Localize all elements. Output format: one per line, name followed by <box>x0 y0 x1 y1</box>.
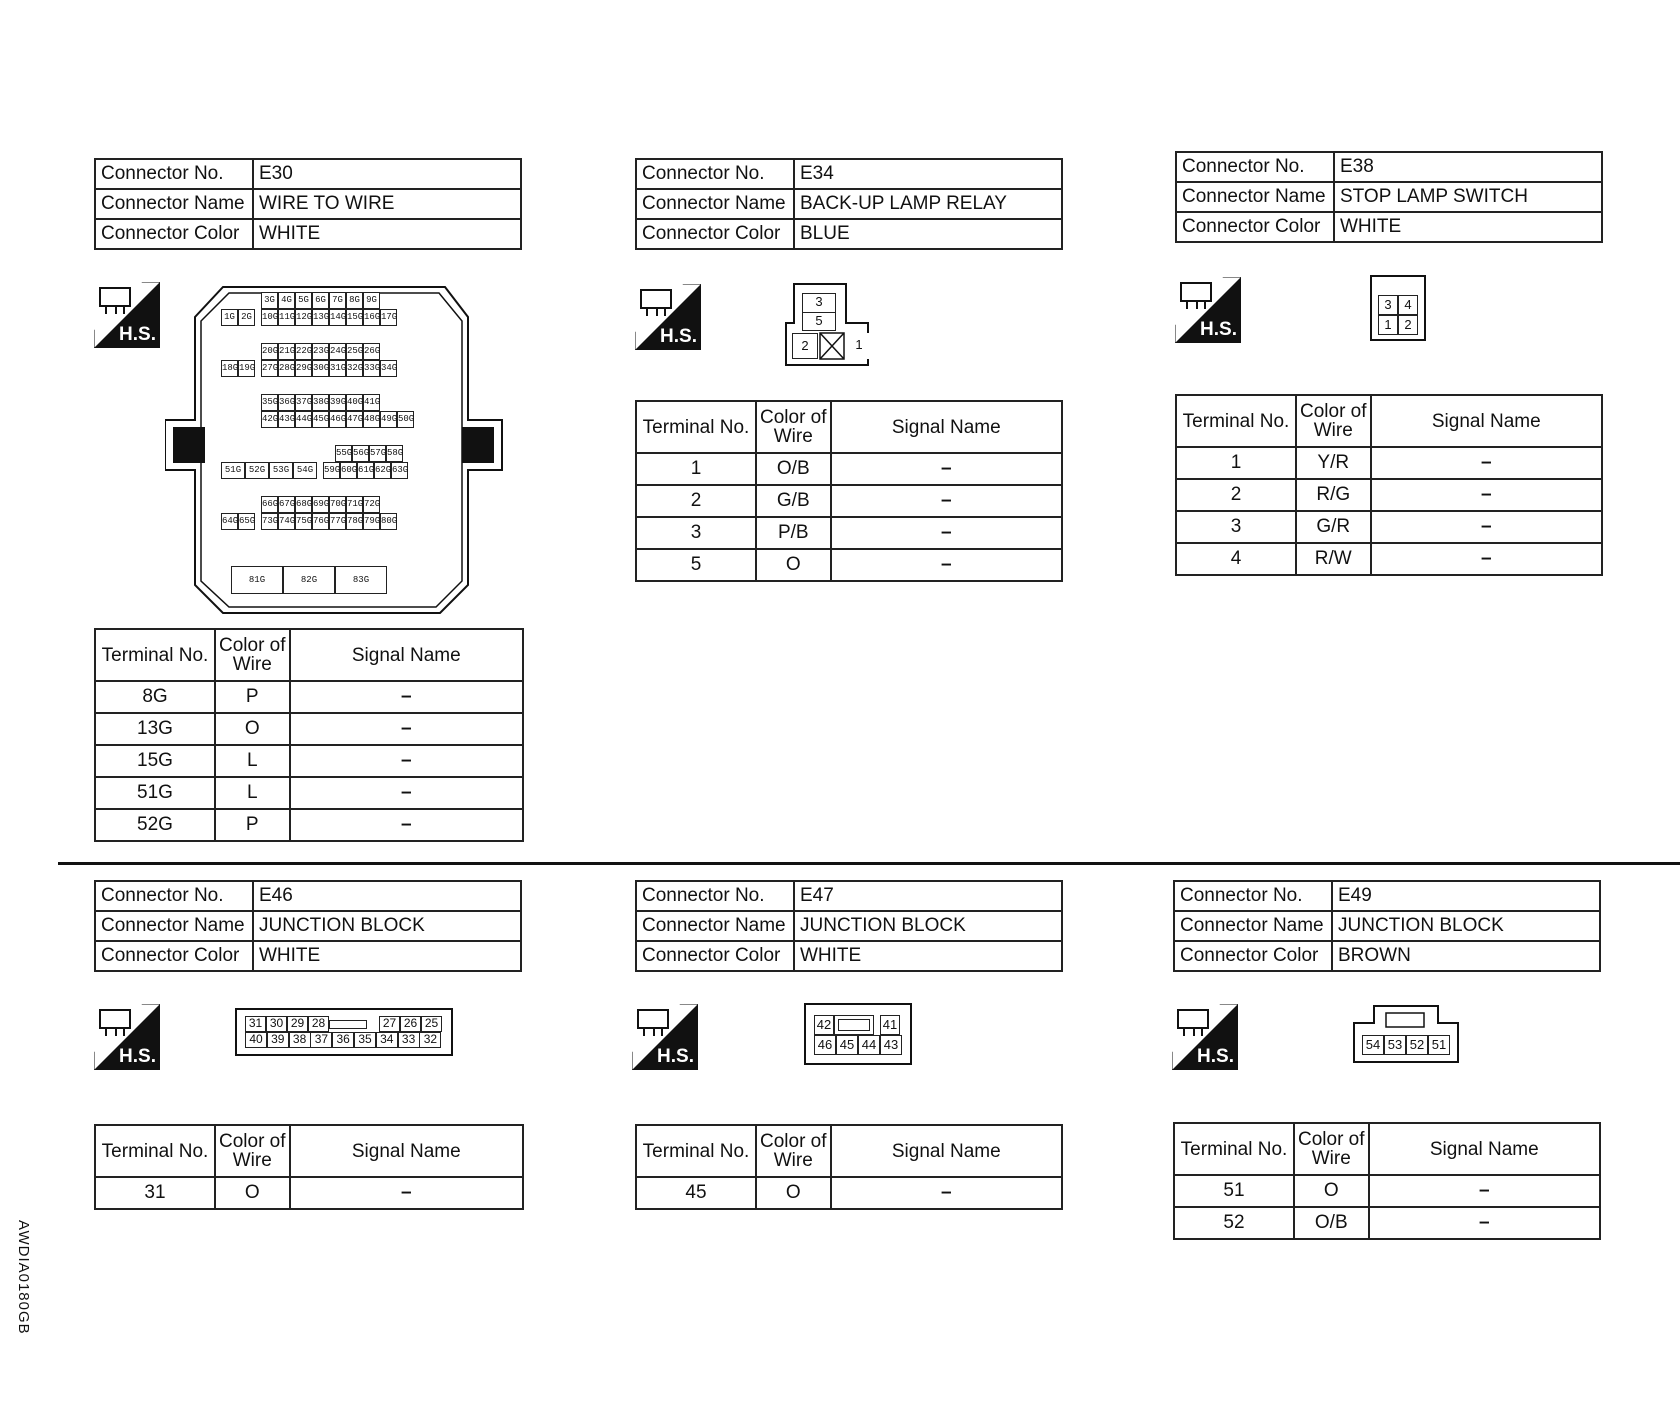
pin-4G: 4G <box>278 292 295 309</box>
wire-color-cell: G/B <box>756 485 831 517</box>
terminal-no-cell: 8G <box>95 681 215 713</box>
connector-name-value: STOP LAMP SWITCH <box>1334 182 1602 212</box>
connector-color-label: Connector Color <box>95 219 253 249</box>
connector-no-label: Connector No. <box>1176 152 1334 182</box>
pin-51G: 51G <box>221 462 245 479</box>
connector-no-label: Connector No. <box>95 159 253 189</box>
section-divider <box>58 862 1680 865</box>
diagram-code: AWDIA0180GB <box>15 1220 32 1335</box>
pin-35G: 35G <box>261 394 278 411</box>
signal-name-cell: – <box>831 1177 1062 1209</box>
table-row <box>1176 511 1602 543</box>
pin-42: 42 <box>814 1015 834 1035</box>
hs-label: H.S. <box>1200 319 1237 340</box>
wire-color-cell: O <box>1294 1175 1369 1207</box>
pin-4: 4 <box>1398 295 1418 315</box>
terminal-no-header: Terminal No. <box>636 1125 756 1177</box>
connector-name-value: JUNCTION BLOCK <box>1332 911 1600 941</box>
pin-65G: 65G <box>238 513 255 530</box>
info-table-e34 <box>635 158 1063 250</box>
connector-color-value: WHITE <box>1334 212 1602 242</box>
color-of-wire-header-line2: Wire <box>1313 420 1353 441</box>
connector-color-label: Connector Color <box>95 941 253 971</box>
pin-30: 30 <box>266 1016 287 1032</box>
terminal-no-cell: 1 <box>636 453 756 485</box>
color-of-wire-header-line1: Color of <box>760 407 827 428</box>
color-of-wire-header-line2: Wire <box>773 426 813 447</box>
pin-46: 46 <box>814 1035 836 1055</box>
pin-43: 43 <box>880 1035 902 1055</box>
pin-72G: 72G <box>363 496 380 513</box>
pin-76G: 76G <box>312 513 329 530</box>
connector-no-value: E46 <box>253 881 521 911</box>
color-of-wire-header-line1: Color of <box>219 1131 286 1152</box>
harness-side-icon <box>1172 1004 1238 1070</box>
pin-1: 1 <box>846 333 872 359</box>
color-of-wire-header-line2: Wire <box>773 1150 813 1171</box>
pin-13G: 13G <box>312 309 329 326</box>
table-row <box>95 681 523 713</box>
pin-42G: 42G <box>261 411 278 428</box>
pin-38G: 38G <box>312 394 329 411</box>
pin-2G: 2G <box>238 309 255 326</box>
wire-color-cell: P/B <box>756 517 831 549</box>
pin-31G: 31G <box>329 360 346 377</box>
connector-name-label: Connector Name <box>95 911 253 941</box>
color-of-wire-header-line2: Wire <box>1311 1148 1351 1169</box>
terminal-no-cell: 2 <box>636 485 756 517</box>
table-row <box>95 777 523 809</box>
color-of-wire-header-line1: Color of <box>1298 1129 1365 1150</box>
terminal-table-e49 <box>1173 1122 1601 1240</box>
pin-77G: 77G <box>329 513 346 530</box>
signal-name-cell: – <box>290 713 523 745</box>
signal-name-cell: – <box>290 1177 523 1209</box>
pin-28: 28 <box>308 1016 329 1032</box>
pin-39G: 39G <box>329 394 346 411</box>
info-table-e49 <box>1173 880 1601 972</box>
connector-color-label: Connector Color <box>1176 212 1334 242</box>
pin-49G: 49G <box>380 411 397 428</box>
table-row <box>636 453 1062 485</box>
pin-32: 32 <box>419 1032 441 1048</box>
pin-10G: 10G <box>261 309 278 326</box>
pin-29G: 29G <box>295 360 312 377</box>
harness-side-icon <box>1175 277 1241 343</box>
connector-name-label: Connector Name <box>95 189 253 219</box>
terminal-no-cell: 5 <box>636 549 756 581</box>
connector-no-value: E49 <box>1332 881 1600 911</box>
pin-50G: 50G <box>397 411 414 428</box>
connector-color-value: WHITE <box>253 941 521 971</box>
pin-17G: 17G <box>380 309 397 326</box>
pin-44G: 44G <box>295 411 312 428</box>
pin-78G: 78G <box>346 513 363 530</box>
wire-color-cell: O/B <box>1294 1207 1369 1239</box>
wire-color-cell: L <box>215 745 290 777</box>
pin-27: 27 <box>379 1016 400 1032</box>
pin-45: 45 <box>836 1035 858 1055</box>
table-row <box>95 713 523 745</box>
wire-color-cell: R/G <box>1296 479 1371 511</box>
table-row <box>1176 479 1602 511</box>
color-of-wire-header <box>215 1125 290 1177</box>
connector-e46-face <box>235 1008 453 1056</box>
connector-e47-face <box>804 1003 912 1065</box>
color-of-wire-header <box>756 401 831 453</box>
info-table-e47 <box>635 880 1063 972</box>
connector-name-value: WIRE TO WIRE <box>253 189 521 219</box>
wire-color-cell: O <box>756 1177 831 1209</box>
pin-25: 25 <box>421 1016 442 1032</box>
signal-name-cell: – <box>290 681 523 713</box>
pin-55G: 55G <box>335 445 352 462</box>
table-row <box>1176 543 1602 575</box>
harness-side-icon <box>632 1004 698 1070</box>
terminal-table-e38 <box>1175 394 1603 576</box>
color-of-wire-header <box>215 629 290 681</box>
connector-e38-face <box>1370 275 1426 341</box>
table-row <box>636 549 1062 581</box>
signal-name-header: Signal Name <box>290 629 523 681</box>
pin-33: 33 <box>398 1032 420 1048</box>
terminal-no-cell: 52 <box>1174 1207 1294 1239</box>
signal-name-header: Signal Name <box>831 401 1062 453</box>
connector-name-value: JUNCTION BLOCK <box>253 911 521 941</box>
connector-name-label: Connector Name <box>636 189 794 219</box>
wire-color-cell: P <box>215 681 290 713</box>
connector-no-value: E38 <box>1334 152 1602 182</box>
pin-61G: 61G <box>357 462 374 479</box>
wire-color-cell: G/R <box>1296 511 1371 543</box>
pin-52G: 52G <box>245 462 269 479</box>
pin-21G: 21G <box>278 343 295 360</box>
pin-59G: 59G <box>323 462 340 479</box>
signal-name-cell: – <box>290 777 523 809</box>
pin-63G: 63G <box>391 462 408 479</box>
pin-33G: 33G <box>363 360 380 377</box>
pin-46G: 46G <box>329 411 346 428</box>
pin-1: 1 <box>1378 315 1398 335</box>
pin-70G: 70G <box>329 496 346 513</box>
terminal-no-cell: 51 <box>1174 1175 1294 1207</box>
harness-side-icon <box>635 284 701 350</box>
terminal-no-cell: 31 <box>95 1177 215 1209</box>
pin-75G: 75G <box>295 513 312 530</box>
info-table-e30 <box>94 158 522 250</box>
pin-40: 40 <box>245 1032 267 1048</box>
signal-name-cell: – <box>1369 1175 1600 1207</box>
pin-27G: 27G <box>261 360 278 377</box>
wire-color-cell: O <box>215 713 290 745</box>
pin-36: 36 <box>332 1032 354 1048</box>
signal-name-header: Signal Name <box>831 1125 1062 1177</box>
pin-53G: 53G <box>269 462 293 479</box>
pin-62G: 62G <box>374 462 391 479</box>
pin-34: 34 <box>376 1032 398 1048</box>
hs-label: H.S. <box>657 1046 694 1067</box>
table-row <box>636 1177 1062 1209</box>
signal-name-cell: – <box>1371 479 1602 511</box>
pin-80G: 80G <box>380 513 397 530</box>
pin-35: 35 <box>354 1032 376 1048</box>
pin-47G: 47G <box>346 411 363 428</box>
connector-color-value: WHITE <box>253 219 521 249</box>
pin-37G: 37G <box>295 394 312 411</box>
pin-48G: 48G <box>363 411 380 428</box>
terminal-no-cell: 3 <box>1176 511 1296 543</box>
pin-5G: 5G <box>295 292 312 309</box>
color-of-wire-header <box>756 1125 831 1177</box>
terminal-no-cell: 1 <box>1176 447 1296 479</box>
color-of-wire-header-line1: Color of <box>219 635 286 656</box>
signal-name-header: Signal Name <box>1371 395 1602 447</box>
wire-color-cell: O <box>756 549 831 581</box>
pin-19G: 19G <box>238 360 255 377</box>
connector-color-label: Connector Color <box>1174 941 1332 971</box>
wire-color-cell: O/B <box>756 453 831 485</box>
pin-64G: 64G <box>221 513 238 530</box>
pin-28G: 28G <box>278 360 295 377</box>
pin-71G: 71G <box>346 496 363 513</box>
pin-15G: 15G <box>346 309 363 326</box>
pin-25G: 25G <box>346 343 363 360</box>
terminal-no-header: Terminal No. <box>636 401 756 453</box>
pin-1G: 1G <box>221 309 238 326</box>
signal-name-cell: – <box>290 745 523 777</box>
pin-16G: 16G <box>363 309 380 326</box>
connector-no-value: E30 <box>253 159 521 189</box>
table-row <box>1174 1207 1600 1239</box>
signal-name-cell: – <box>1371 447 1602 479</box>
table-row <box>95 809 523 841</box>
pin-45G: 45G <box>312 411 329 428</box>
wire-color-cell: O <box>215 1177 290 1209</box>
pin-5: 5 <box>802 313 836 331</box>
pin-74G: 74G <box>278 513 295 530</box>
wire-color-cell: L <box>215 777 290 809</box>
pin-6G: 6G <box>312 292 329 309</box>
pin-51: 51 <box>1428 1035 1450 1055</box>
pin-66G: 66G <box>261 496 278 513</box>
pin-57G: 57G <box>369 445 386 462</box>
signal-name-cell: – <box>831 517 1062 549</box>
connector-name-label: Connector Name <box>636 911 794 941</box>
connector-color-label: Connector Color <box>636 941 794 971</box>
connector-name-label: Connector Name <box>1176 182 1334 212</box>
pin-29: 29 <box>287 1016 308 1032</box>
terminal-table-e30 <box>94 628 524 842</box>
pin-52: 52 <box>1406 1035 1428 1055</box>
signal-name-cell: – <box>1369 1207 1600 1239</box>
connector-no-label: Connector No. <box>1174 881 1332 911</box>
connector-name-value: JUNCTION BLOCK <box>794 911 1062 941</box>
pin-68G: 68G <box>295 496 312 513</box>
harness-side-icon <box>94 282 160 348</box>
pin-7G: 7G <box>329 292 346 309</box>
table-row <box>1176 447 1602 479</box>
connector-no-label: Connector No. <box>636 159 794 189</box>
terminal-no-header: Terminal No. <box>1174 1123 1294 1175</box>
connector-color-label: Connector Color <box>636 219 794 249</box>
pin-67G: 67G <box>278 496 295 513</box>
terminal-table-e46 <box>94 1124 524 1210</box>
pin-23G: 23G <box>312 343 329 360</box>
latch-slot <box>838 1019 870 1031</box>
pin-12G: 12G <box>295 309 312 326</box>
color-of-wire-header <box>1294 1123 1369 1175</box>
info-table-e46 <box>94 880 522 972</box>
terminal-table-e34 <box>635 400 1063 582</box>
pin-34G: 34G <box>380 360 397 377</box>
connector-e30-face <box>165 285 505 615</box>
connector-color-value: BLUE <box>794 219 1062 249</box>
signal-name-header: Signal Name <box>1369 1123 1600 1175</box>
pin-26G: 26G <box>363 343 380 360</box>
color-of-wire-header-line2: Wire <box>232 1150 272 1171</box>
terminal-no-cell: 3 <box>636 517 756 549</box>
connector-color-value: BROWN <box>1332 941 1600 971</box>
signal-name-header: Signal Name <box>290 1125 523 1177</box>
pin-54G: 54G <box>293 462 317 479</box>
terminal-no-header: Terminal No. <box>95 629 215 681</box>
pin-3: 3 <box>802 293 836 313</box>
table-row <box>1174 1175 1600 1207</box>
pin-32G: 32G <box>346 360 363 377</box>
pin-2: 2 <box>1398 315 1418 335</box>
pin-9G: 9G <box>363 292 380 309</box>
pin-20G: 20G <box>261 343 278 360</box>
color-of-wire-header-line1: Color of <box>1300 401 1367 422</box>
terminal-table-e47 <box>635 1124 1063 1210</box>
pin-79G: 79G <box>363 513 380 530</box>
terminal-no-cell: 4 <box>1176 543 1296 575</box>
hs-label: H.S. <box>660 326 697 347</box>
pin-3G: 3G <box>261 292 278 309</box>
pin-26: 26 <box>400 1016 421 1032</box>
color-of-wire-header-line2: Wire <box>232 654 272 675</box>
pin-54: 54 <box>1362 1035 1384 1055</box>
pin-44: 44 <box>858 1035 880 1055</box>
pin-36G: 36G <box>278 394 295 411</box>
latch <box>329 1020 367 1029</box>
hs-label: H.S. <box>119 324 156 345</box>
harness-side-icon <box>94 1004 160 1070</box>
info-table-e38 <box>1175 151 1603 243</box>
wire-color-cell: P <box>215 809 290 841</box>
wire-color-cell: R/W <box>1296 543 1371 575</box>
signal-name-cell: – <box>831 453 1062 485</box>
connector-name-value: BACK-UP LAMP RELAY <box>794 189 1062 219</box>
pin-41G: 41G <box>363 394 380 411</box>
terminal-no-cell: 13G <box>95 713 215 745</box>
pin-37: 37 <box>310 1032 332 1048</box>
table-row <box>636 517 1062 549</box>
connector-e34-face <box>784 283 870 367</box>
table-row <box>95 745 523 777</box>
terminal-no-header: Terminal No. <box>95 1125 215 1177</box>
pin-43G: 43G <box>278 411 295 428</box>
connector-no-label: Connector No. <box>636 881 794 911</box>
pin-38: 38 <box>289 1032 311 1048</box>
signal-name-cell: – <box>831 485 1062 517</box>
connector-no-value: E34 <box>794 159 1062 189</box>
pin-83G: 83G <box>335 566 387 594</box>
terminal-no-header: Terminal No. <box>1176 395 1296 447</box>
wire-color-cell: Y/R <box>1296 447 1371 479</box>
terminal-no-cell: 52G <box>95 809 215 841</box>
pin-58G: 58G <box>386 445 403 462</box>
terminal-no-cell: 45 <box>636 1177 756 1209</box>
pin-39: 39 <box>267 1032 289 1048</box>
pin-31: 31 <box>245 1016 266 1032</box>
pin-73G: 73G <box>261 513 278 530</box>
connector-no-label: Connector No. <box>95 881 253 911</box>
pin-18G: 18G <box>221 360 238 377</box>
hs-label: H.S. <box>119 1046 156 1067</box>
pin-53: 53 <box>1384 1035 1406 1055</box>
pin-24G: 24G <box>329 343 346 360</box>
pin-30G: 30G <box>312 360 329 377</box>
terminal-no-cell: 51G <box>95 777 215 809</box>
signal-name-cell: – <box>1371 511 1602 543</box>
pin-8G: 8G <box>346 292 363 309</box>
color-of-wire-header <box>1296 395 1371 447</box>
pin-22G: 22G <box>295 343 312 360</box>
hs-label: H.S. <box>1197 1046 1234 1067</box>
pin-40G: 40G <box>346 394 363 411</box>
signal-name-cell: – <box>290 809 523 841</box>
signal-name-cell: – <box>831 549 1062 581</box>
pin-11G: 11G <box>278 309 295 326</box>
connector-no-value: E47 <box>794 881 1062 911</box>
connector-name-label: Connector Name <box>1174 911 1332 941</box>
table-row <box>636 485 1062 517</box>
terminal-no-cell: 2 <box>1176 479 1296 511</box>
pin-69G: 69G <box>312 496 329 513</box>
pin-41: 41 <box>880 1015 900 1035</box>
pin-60G: 60G <box>340 462 357 479</box>
pin-82G: 82G <box>283 566 335 594</box>
pin-2: 2 <box>792 333 818 359</box>
pin-56G: 56G <box>352 445 369 462</box>
connector-e49-face <box>1352 1005 1460 1063</box>
connector-color-value: WHITE <box>794 941 1062 971</box>
pin-81G: 81G <box>231 566 283 594</box>
color-of-wire-header-line1: Color of <box>760 1131 827 1152</box>
table-row <box>95 1177 523 1209</box>
terminal-no-cell: 15G <box>95 745 215 777</box>
pin-3: 3 <box>1378 295 1398 315</box>
signal-name-cell: – <box>1371 543 1602 575</box>
pin-14G: 14G <box>329 309 346 326</box>
